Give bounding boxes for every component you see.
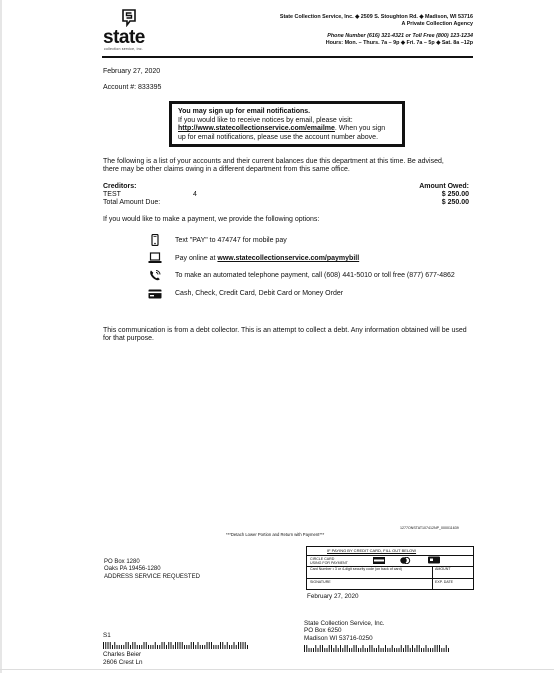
payee-po-box: PO Box 6250 bbox=[304, 627, 342, 634]
pay-option-online bbox=[175, 255, 359, 264]
remit-date: February 27, 2020 bbox=[307, 593, 359, 600]
payment-intro: If you would like to make a payment, we provide the following options: bbox=[103, 216, 320, 223]
company-address: State Collection Service, Inc. ◆ 2509 S. Stoughton Rd. ◆ Madison, WI 53716 bbox=[279, 14, 473, 20]
email-signup-link[interactable]: http://www.statecollectionservice.com/emailme bbox=[178, 125, 335, 132]
company-phone: Phone Number (616) 321-4321 or Toll Free (800) 123-1234 bbox=[327, 33, 473, 39]
telephone-icon bbox=[148, 269, 162, 281]
logo-tagline: collection service, inc. bbox=[104, 47, 143, 51]
recipient-street: 2606 Crest Ln bbox=[103, 659, 143, 666]
account-number: Account #: 833395 bbox=[103, 84, 162, 91]
cc-circle-card: CIRCLE CARD bbox=[310, 557, 335, 561]
cc-signature-label: SIGNATURE bbox=[310, 580, 331, 584]
pay-option-methods: Cash, Check, Credit Card, Debit Card or Money Order bbox=[175, 290, 344, 297]
cc-using-for-payment: USING FOR PAYMENT bbox=[310, 561, 348, 565]
creditor-amount: $ 250.00 bbox=[441, 191, 469, 198]
amount-header: Amount Owed: bbox=[419, 183, 469, 190]
card-logo-2-icon[interactable] bbox=[399, 557, 411, 564]
pay-option-phone: To make an automated telephone payment, call (608) 441-5010 or toll free (877) 677-4862 bbox=[175, 272, 455, 279]
recipient-postal-barcode bbox=[103, 642, 251, 649]
pay-option-text: Text "PAY" to 474747 for mobile pay bbox=[175, 237, 287, 244]
email-notice-box bbox=[169, 101, 405, 147]
mobile-phone-icon bbox=[148, 234, 162, 246]
cc-amount-label: AMOUNT bbox=[435, 567, 451, 571]
address-service-requested: ADDRESS SERVICE REQUESTED bbox=[104, 574, 200, 580]
total-amount: $ 250.00 bbox=[441, 199, 469, 206]
document-code: 1277ONSTAT107412NP_000011639 bbox=[400, 526, 459, 530]
credit-card-icon bbox=[148, 288, 162, 300]
disclaimer-line-1: This communication is from a debt collector. This is an attempt to collect a debt. Any information obtained will be used bbox=[103, 327, 467, 334]
company-hours: Hours: Mon. – Thurs. 7a – 9p ◆ Fri. 7a – 5p ◆ Sat. 8a –12p bbox=[325, 40, 473, 46]
cc-exp-date-label: EXP. DATE bbox=[435, 580, 454, 584]
notice-line-3: up for email notifications, please use the account number above. bbox=[178, 133, 379, 141]
recipient-name: Charles Beier bbox=[103, 651, 142, 658]
cc-form-header: IF PAYING BY CREDIT CARD, FILL OUT BELOW bbox=[327, 548, 417, 553]
creditor-name: TEST bbox=[103, 191, 121, 198]
total-label: Total Amount Due: bbox=[103, 199, 161, 206]
page-bottom-edge bbox=[0, 669, 554, 670]
creditors-header: Creditors: bbox=[103, 183, 137, 190]
intro-line-1: The following is a list of your accounts and their current balances due this department at this time. Be advised, bbox=[103, 158, 444, 165]
payee-name: State Collection Service, Inc. bbox=[304, 620, 385, 627]
letter-date: February 27, 2020 bbox=[103, 68, 161, 75]
laptop-icon bbox=[148, 252, 162, 264]
card-logo-1-icon[interactable] bbox=[373, 557, 385, 564]
pay-online-link[interactable]: www.statecollectionservice.com/paymybill bbox=[217, 255, 360, 262]
payee-city: Madison WI 53716-0250 bbox=[304, 635, 373, 642]
sender-po-box: PO Box 1280 bbox=[104, 559, 140, 565]
cc-card-number-label: Card Number • 3 or 4-digit security code (on back of card) bbox=[310, 567, 402, 571]
logo-wordmark: state bbox=[103, 27, 145, 48]
credit-card-form bbox=[306, 546, 474, 590]
notice-line-2: . When you sign bbox=[334, 125, 386, 132]
detach-instruction: ***Detach Lower Portion and Return with Payment*** bbox=[226, 532, 325, 537]
creditor-number: 4 bbox=[193, 191, 197, 198]
payee-postal-barcode bbox=[304, 645, 452, 652]
card-logo-3-icon[interactable] bbox=[428, 556, 440, 564]
state-logo-icon bbox=[121, 9, 137, 27]
company-descriptor: A Private Collection Agency bbox=[401, 21, 473, 27]
sequence-code: S1 bbox=[103, 632, 111, 639]
page-left-edge bbox=[0, 0, 2, 673]
disclaimer-line-2: for that purpose. bbox=[103, 335, 154, 342]
notice-line-1: If you would like to receive notices by email, please visit: bbox=[178, 116, 353, 124]
intro-line-2: there may be other claims owing in a different department from this same office. bbox=[103, 166, 350, 173]
notice-title: You may sign up for email notifications. bbox=[178, 108, 311, 115]
header-rule bbox=[102, 56, 473, 58]
pay-online-label: Pay online at bbox=[175, 255, 218, 262]
sender-city: Oaks PA 19456-1280 bbox=[104, 566, 161, 572]
